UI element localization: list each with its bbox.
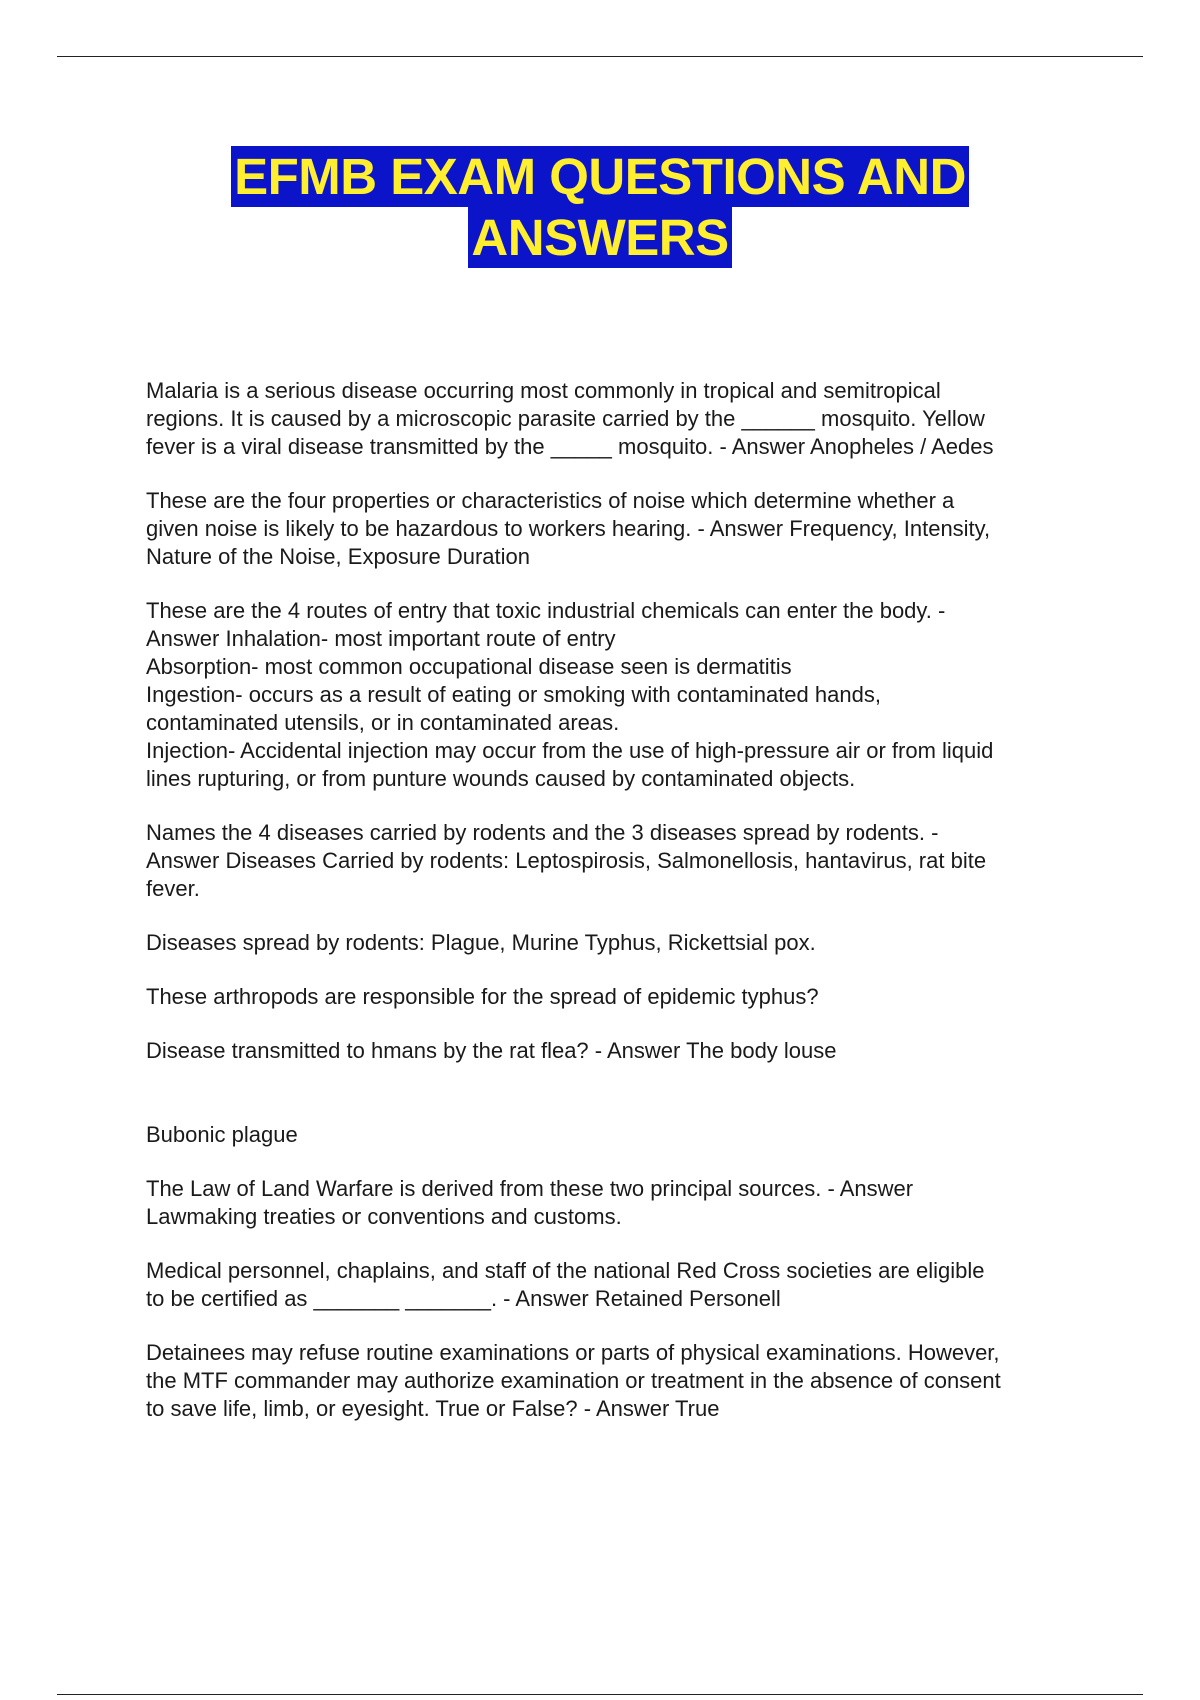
paragraph-diseases-spread: Diseases spread by rodents: Plague, Murine Typhus, Rickettsial pox. (146, 930, 816, 955)
paragraph-noise: These are the four properties or characteristics of noise which determine whether a given noise is likely to be hazardous to workers hearing. - Answer Frequency, Intensity, Nature of the Noise, Exposure Duration (146, 488, 991, 569)
title-line-1: EFMB EXAM QUESTIONS AND (231, 146, 969, 207)
paragraph-malaria: Malaria is a serious disease occurring most commonly in tropical and semitropical regions. It is caused by a microscopic parasite carried by the ______ mosquito. Yellow fever is a viral disease transmitted by the _____ mosquito. - Answer Anopheles / Aedes (146, 378, 994, 459)
paragraph-detainees: Detainees may refuse routine examinations or parts of physical examinations. However, the MTF commander may authorize examination or treatment in the absence of consent to save life, limb, or eyesight. True or False? - Answer True (146, 1340, 1001, 1421)
paragraph-bubonic-plague: Bubonic plague (146, 1122, 298, 1147)
paragraph-rodent-diseases: Names the 4 diseases carried by rodents and the 3 diseases spread by rodents. - Answer Diseases Carried by rodents: Leptospirosis, Salmonellosis, hantavirus, rat bite fever. (146, 820, 987, 901)
title-line-2: ANSWERS (468, 207, 731, 268)
top-rule (57, 56, 1143, 57)
paragraph-retained-personnel: Medical personnel, chaplains, and staff of the national Red Cross societies are eligible to be certified as _______ _______. - Answer Retained Personell (146, 1258, 985, 1311)
paragraph-rat-flea: Disease transmitted to hmans by the rat flea? - Answer The body louse (146, 1038, 837, 1063)
question-answer-list (146, 377, 1096, 1423)
paragraph-epidemic-typhus: These arthropods are responsible for the spread of epidemic typhus? (146, 984, 819, 1009)
paragraph-law-of-land-warfare: The Law of Land Warfare is derived from these two principal sources. - Answer Lawmaking treaties or conventions and customs. (146, 1176, 914, 1229)
bottom-rule (57, 1694, 1143, 1695)
document-title (0, 146, 1200, 268)
paragraph-routes-of-entry: These are the 4 routes of entry that toxic industrial chemicals can enter the body. - Answer Inhalation- most important route of entry Absorption- most common occupational disease seen is dermatitis Ingestion- occurs as a result of eating or smoking with contaminated hands, contaminated utensils, or in contaminated areas. Injection- Accidental injection may occur from the use of high-pressure air or from liquid lines rupturing, or from punture wounds caused by contaminated objects. (146, 598, 994, 791)
